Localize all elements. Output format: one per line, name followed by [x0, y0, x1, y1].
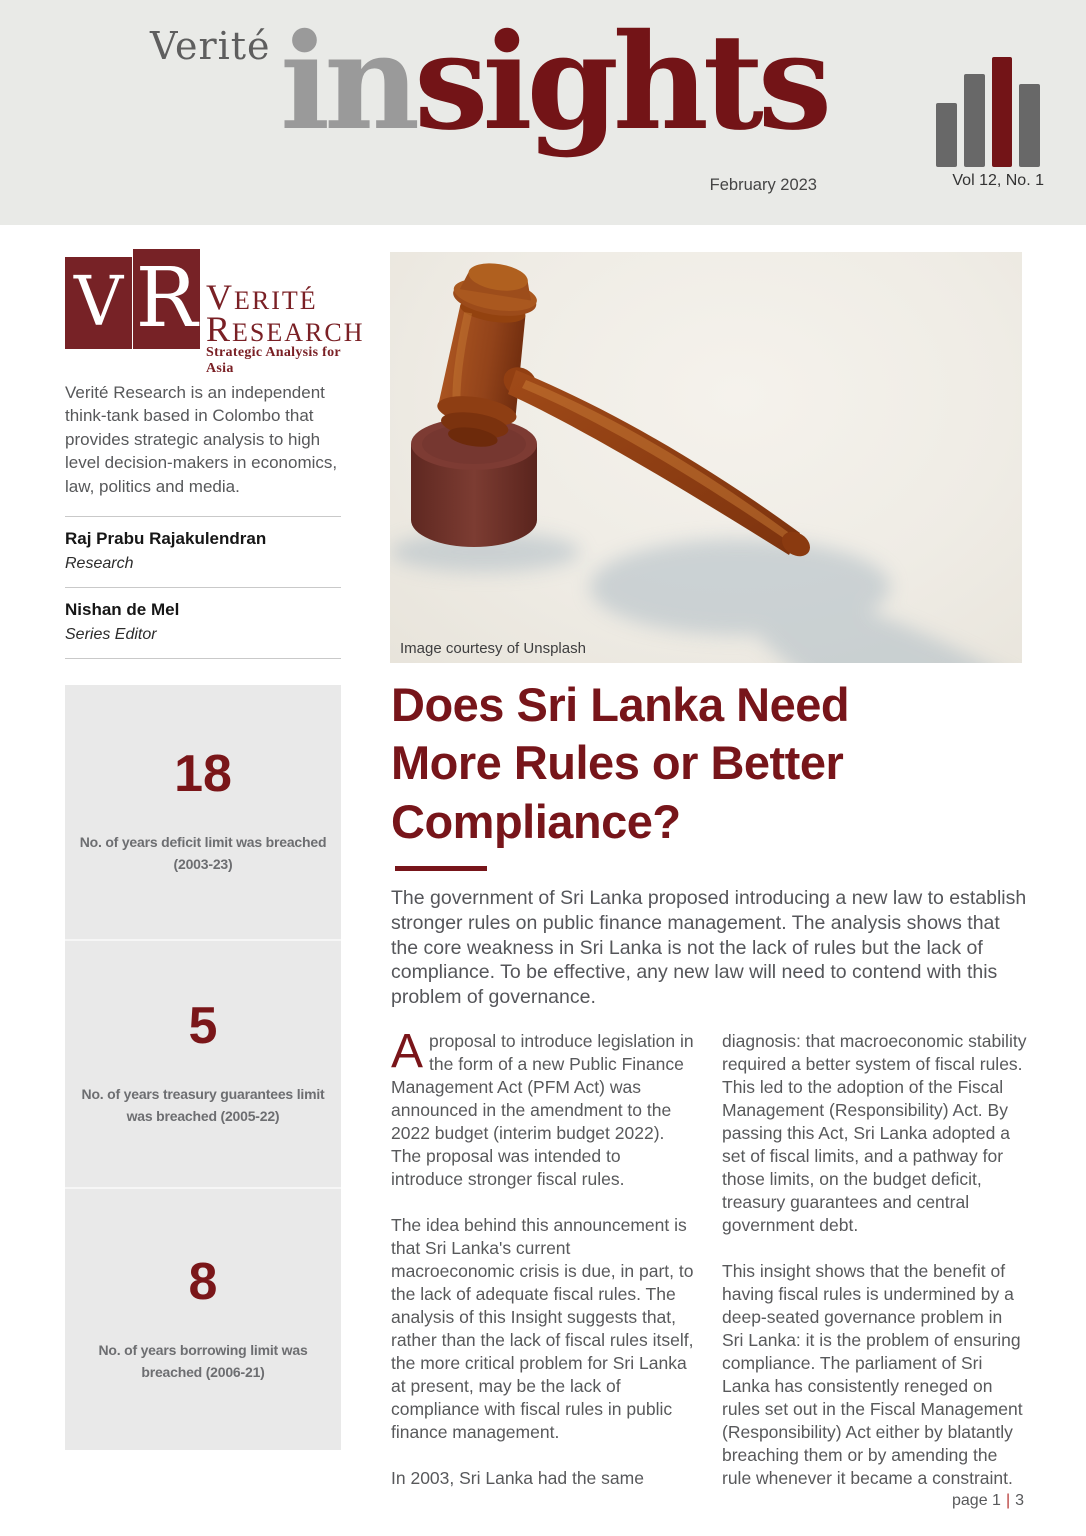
- logo-letter-v: V: [73, 263, 124, 342]
- logo-v-block: [65, 257, 132, 349]
- credit-role: Series Editor: [65, 626, 157, 643]
- issue-date: February 2023: [709, 176, 817, 194]
- stat-value: 8: [188, 1252, 218, 1311]
- paragraph: [391, 1025, 696, 1191]
- article-body: [391, 1025, 1027, 1513]
- hero-photo-gavel: [390, 252, 1022, 663]
- volume-label: Vol 12, No. 1: [952, 172, 1044, 189]
- stat-label: No. of years deficit limit was breached (2003-23): [79, 834, 327, 872]
- bar-4: [1019, 84, 1040, 167]
- page-total: 3: [1015, 1492, 1024, 1509]
- title-underline: [395, 866, 487, 871]
- masthead-band: [0, 0, 1086, 225]
- page-label: page 1: [952, 1492, 1001, 1509]
- verite-research-logo: [65, 249, 365, 376]
- stat-label: No. of years treasury guarantees limit was breached (2005-22): [81, 1086, 325, 1124]
- stats-panel: [65, 685, 341, 1450]
- about-blurb: Verité Research is an independent think-tank based in Colombo that provides strategic analysis to high level decision-makers in economics, law, politics and media.: [65, 383, 338, 496]
- credit-item: [65, 529, 341, 573]
- page-separator: |: [1005, 1492, 1011, 1509]
- body-column-left: [391, 1025, 696, 1513]
- article-lede: The government of Sri Lanka proposed introducing a new law to establish stronger rules on public finance management. The analysis shows that the core weakness in Sri Lanka is not the lack of rules but the lack of compliance. To be effective, any new law will need to contend with this problem of governance.: [391, 887, 1027, 1008]
- credit-name: Nishan de Mel: [65, 600, 180, 619]
- paragraph: diagnosis: that macroeconomic stability required a better system of fiscal rules. This led to the adoption of the Fiscal Management (Responsibility) Act. By passing this Act, Sri Lanka adopted a set of fiscal limits, and a pathway for those limits, on the budget deficit, treasury guarantees and central government debt.: [722, 1031, 1027, 1235]
- photo-caption: Image courtesy of Unsplash: [400, 640, 586, 657]
- logo-r-block: [133, 249, 200, 349]
- divider: [65, 516, 341, 517]
- dropcap: A: [391, 1025, 424, 1078]
- page-number: [952, 1492, 1024, 1510]
- bar-chart-icon: [936, 57, 1040, 167]
- paragraph: In 2003, Sri Lanka had the same: [391, 1468, 644, 1488]
- credit-role: Research: [65, 555, 134, 572]
- divider: [65, 658, 341, 659]
- logo-tagline: Strategic Analysis for Asia: [206, 345, 341, 376]
- stat-box-borrowing: [65, 1189, 341, 1450]
- stat-value: 18: [174, 745, 232, 804]
- publication-title-in: in: [280, 5, 415, 160]
- logo-letter-r: R: [135, 251, 198, 346]
- body-column-right: [722, 1030, 1027, 1513]
- stat-box-deficit: [65, 685, 341, 941]
- paragraph-text: proposal to introduce legislation in the form of a new Public Finance Management Act (PFM Act) was announced in the amendment to the 2022 budget (interim budget 2022). The proposal was intended to introduce stronger fiscal rules.: [391, 1031, 694, 1189]
- credit-item: [65, 600, 341, 644]
- gavel-illustration: [390, 252, 1022, 663]
- article-title: Does Sri Lanka Need More Rules or Better Compliance?: [391, 678, 850, 848]
- stat-label: No. of years borrowing limit was breached (2006-21): [98, 1341, 308, 1380]
- publication-title: [280, 5, 827, 160]
- logo-wordmark-line1: VERITÉ: [206, 277, 318, 317]
- logo-wordmark-line2: RESEARCH: [206, 309, 365, 349]
- paragraph: This insight shows that the benefit of having fiscal rules is undermined by a deep-seated governance problem in Sri Lanka: it is the problem of ensuring compliance. The parliament of Sri Lanka has consistently reneged on rules set out in the Fiscal Management (Responsibility) Act either by blatantly breaching them or by amending the rule whenever it became a constraint.: [722, 1261, 1023, 1488]
- divider: [65, 587, 341, 588]
- bar-3-accent: [992, 57, 1013, 167]
- credits-block: [65, 516, 341, 659]
- bar-2: [964, 74, 985, 167]
- credit-name: Raj Prabu Rajakulendran: [65, 529, 267, 548]
- brand-prefix: Verité: [150, 24, 271, 68]
- bar-1: [936, 103, 957, 167]
- stat-box-treasury-guarantees: [65, 941, 341, 1189]
- stat-value: 5: [188, 997, 218, 1056]
- paragraph: The idea behind this announcement is that Sri Lanka's current macroeconomic crisis is due, in part, to the lack of adequate fiscal rules. The analysis of this Insight suggests that, rather than the lack of fiscal rules itself, the more critical problem for Sri Lanka at present, may be the lack of compliance with fiscal rules in public finance management.: [391, 1215, 694, 1442]
- publication-title-sights: sights: [414, 5, 827, 160]
